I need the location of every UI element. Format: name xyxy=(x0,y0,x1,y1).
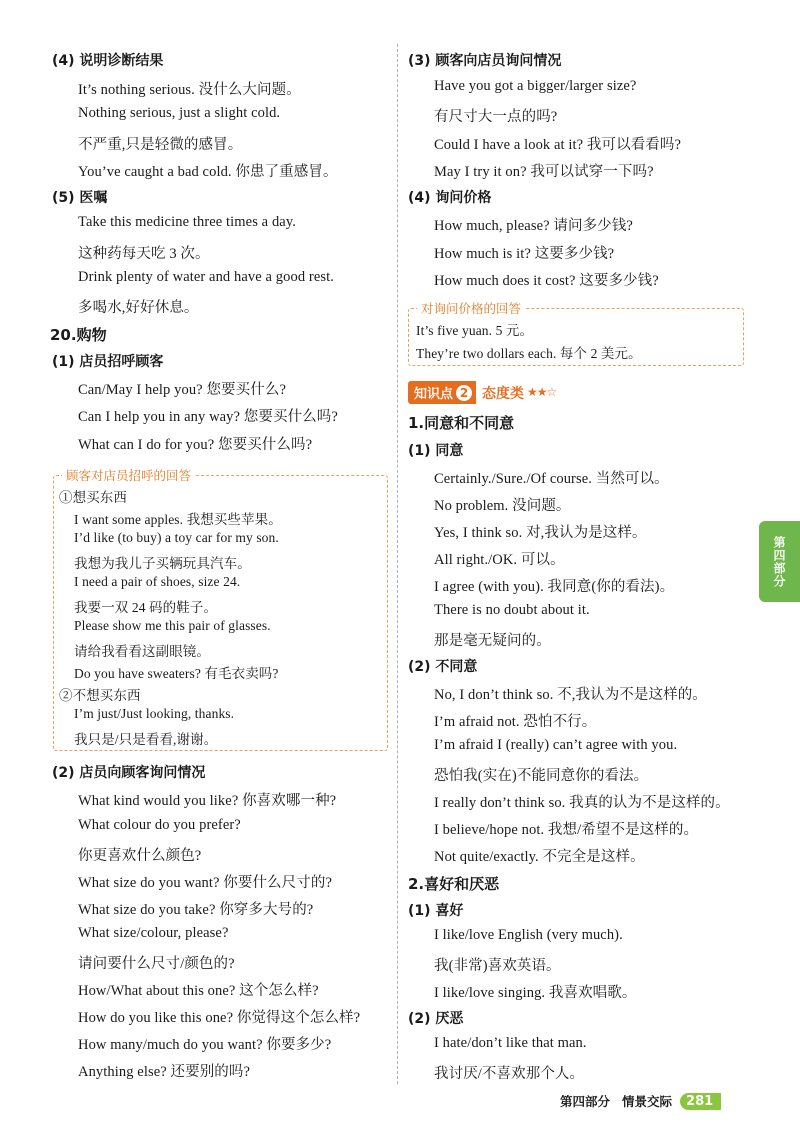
box-line: ①想买东西 xyxy=(59,490,127,505)
heading-shopping: 20.购物 xyxy=(50,326,107,344)
text-line: What colour do you prefer? xyxy=(78,817,241,833)
text-line: You’ve caught a bad cold. 你患了重感冒。 xyxy=(78,164,338,180)
text-line: I’m afraid not. 恐怕不行。 xyxy=(434,714,597,730)
badge-title: 态度类 xyxy=(482,385,525,402)
text-line: Can/May I help you? 您要买什么? xyxy=(78,382,286,398)
box-line: It’s five yuan. 5 元。 xyxy=(416,323,534,338)
text-line: Certainly./Sure./Of course. 当然可以。 xyxy=(434,471,669,487)
text-line: Take this medicine three times a day. xyxy=(78,214,296,230)
text-line: I hate/don’t like that man. xyxy=(434,1035,587,1051)
box-line: Please show me this pair of glasses. xyxy=(74,618,271,633)
text-line: How many/much do you want? 你要多少? xyxy=(78,1037,332,1053)
text-line: Drink plenty of water and have a good rest. xyxy=(78,269,334,285)
badge-number: 2 xyxy=(456,385,472,401)
text-line: 不严重,只是轻微的感冒。 xyxy=(78,137,243,153)
star-rating-icon: ★★☆ xyxy=(527,385,557,399)
heading-like: 2.喜好和厌恶 xyxy=(408,875,500,893)
badge-tag: 知识点 2 xyxy=(408,381,476,404)
heading-dislike: (2) 厌恶 xyxy=(408,1011,464,1027)
text-line: Can I help you in any way? 您要买什么吗? xyxy=(78,409,338,425)
text-line: It’s nothing serious. 没什么大问题。 xyxy=(78,82,301,98)
heading-like-1: (1) 喜好 xyxy=(408,903,464,919)
heading-price: (4) 询问价格 xyxy=(408,190,492,206)
text-line: 我(非常)喜欢英语。 xyxy=(434,958,561,974)
text-line: Have you got a bigger/larger size? xyxy=(434,78,637,94)
reply-box xyxy=(53,468,388,751)
text-line: What size do you want? 你要什么尺寸的? xyxy=(78,875,332,891)
box-line: I’d like (to buy) a toy car for my son. xyxy=(74,530,279,545)
text-line: Could I have a look at it? 我可以看看吗? xyxy=(434,137,682,153)
box-line: 我要一双 24 码的鞋子。 xyxy=(74,600,218,615)
heading-diagnosis: (4) 说明诊断结果 xyxy=(52,53,164,69)
heading-customer-asks: (3) 顾客向店员询问情况 xyxy=(408,53,562,69)
text-line: 你更喜欢什么颜色? xyxy=(78,848,202,864)
text-line: There is no doubt about it. xyxy=(434,602,590,618)
price-reply-box xyxy=(408,301,744,366)
box-line: I’m just/Just looking, thanks. xyxy=(74,706,235,721)
heading-advice: (5) 医嘱 xyxy=(52,190,108,206)
text-line: 这种药每天吃 3 次。 xyxy=(78,246,210,262)
text-line: I really don’t think so. 我真的认为不是这样的。 xyxy=(434,795,730,811)
page-number: 281 xyxy=(680,1093,721,1110)
text-line: Not quite/exactly. 不完全是这样。 xyxy=(434,849,645,865)
column-divider xyxy=(397,44,398,1084)
text-line: I like/love singing. 我喜欢唱歌。 xyxy=(434,985,637,1001)
heading-agree-1: (1) 同意 xyxy=(408,443,464,459)
box-line: 请给我看看这副眼镜。 xyxy=(74,644,210,659)
heading-greeting: (1) 店员招呼顾客 xyxy=(52,354,164,370)
part-side-tab[interactable]: 第四部分 xyxy=(759,521,800,602)
box-line: 我想为我儿子买辆玩具汽车。 xyxy=(74,556,251,571)
knowledge-point-badge xyxy=(408,381,556,404)
box-line: 我只是/只是看看,谢谢。 xyxy=(74,732,218,747)
text-line: 恐怕我(实在)不能同意你的看法。 xyxy=(434,768,649,784)
text-line: How/What about this one? 这个怎么样? xyxy=(78,983,319,999)
page-footer xyxy=(560,1090,721,1112)
text-line: 那是毫无疑问的。 xyxy=(434,633,551,649)
text-line: I like/love English (very much). xyxy=(434,927,623,943)
text-line: Anything else? 还要别的吗? xyxy=(78,1064,251,1080)
text-line: Yes, I think so. 对,我认为是这样。 xyxy=(434,525,647,541)
text-line: How much, please? 请问多少钱? xyxy=(434,218,633,234)
text-line: What size do you take? 你穿多大号的? xyxy=(78,902,314,918)
box-line: I want some apples. 我想买些苹果。 xyxy=(74,512,282,527)
text-line: No, I don’t think so. 不,我认为不是这样的。 xyxy=(434,687,707,703)
text-line: How much does it cost? 这要多少钱? xyxy=(434,273,659,289)
text-line: 有尺寸大一点的吗? xyxy=(434,109,558,125)
text-line: I agree (with you). 我同意(你的看法)。 xyxy=(434,579,675,595)
text-line: May I try it on? 我可以试穿一下吗? xyxy=(434,164,654,180)
heading-clerk-asks: (2) 店员向顾客询问情况 xyxy=(52,765,206,781)
box-title: 对询问价格的回答 xyxy=(417,299,525,317)
text-line: What kind would you like? 你喜欢哪一种? xyxy=(78,793,337,809)
text-line: I’m afraid I (really) can’t agree with you. xyxy=(434,737,678,753)
text-line: 请问要什么尺寸/颜色的? xyxy=(78,956,235,972)
text-line: All right./OK. 可以。 xyxy=(434,552,565,568)
footer-part: 第四部分 xyxy=(560,1094,611,1109)
text-line: What can I do for you? 您要买什么吗? xyxy=(78,437,313,453)
box-title: 顾客对店员招呼的回答 xyxy=(62,466,195,484)
text-line: 我讨厌/不喜欢那个人。 xyxy=(434,1066,585,1082)
text-line: No problem. 没问题。 xyxy=(434,498,571,514)
text-line: Nothing serious, just a slight cold. xyxy=(78,105,281,121)
box-line: Do you have sweaters? 有毛衣卖吗? xyxy=(74,666,279,681)
box-line: ②不想买东西 xyxy=(59,688,141,703)
text-line: 多喝水,好好休息。 xyxy=(78,300,199,316)
text-line: How much is it? 这要多少钱? xyxy=(434,246,615,262)
box-line: I need a pair of shoes, size 24. xyxy=(74,574,241,589)
text-line: What size/colour, please? xyxy=(78,925,229,941)
text-line: How do you like this one? 你觉得这个怎么样? xyxy=(78,1010,361,1026)
text-line: I believe/hope not. 我想/希望不是这样的。 xyxy=(434,822,699,838)
footer-section: 情景交际 xyxy=(622,1094,673,1109)
heading-disagree: (2) 不同意 xyxy=(408,659,478,675)
heading-agree: 1.同意和不同意 xyxy=(408,414,515,432)
box-line: They’re two dollars each. 每个 2 美元。 xyxy=(416,346,642,361)
